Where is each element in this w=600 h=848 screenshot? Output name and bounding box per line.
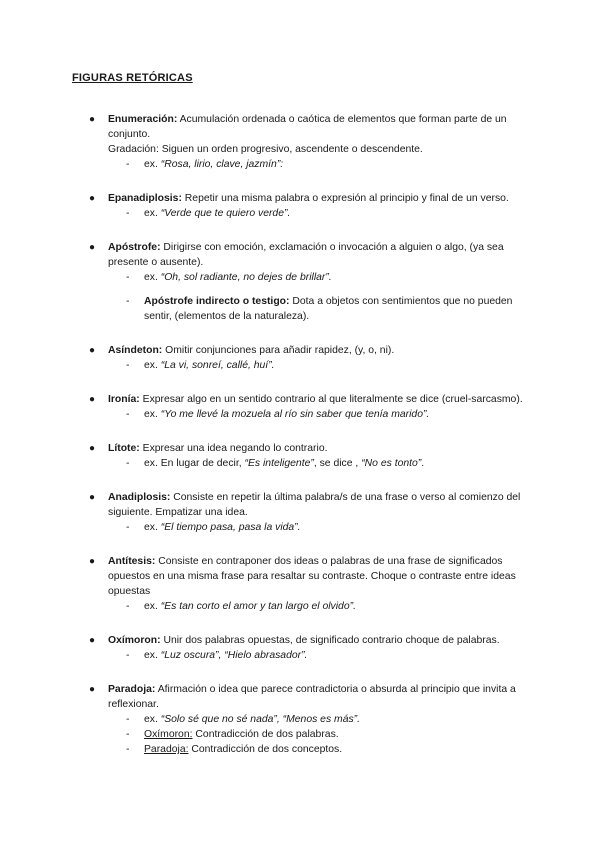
sub-term: Apóstrofe indirecto o testigo: <box>144 296 290 307</box>
example-prefix: ex. <box>144 409 158 420</box>
term: Apóstrofe: <box>108 242 161 253</box>
list-item-litote <box>0 441 600 471</box>
example-prefix: ex. <box>144 208 158 219</box>
bullet-icon: ● <box>89 492 96 503</box>
dash-icon: - <box>126 522 130 533</box>
example-prefix: ex. <box>144 601 158 612</box>
list-item-epanadiplosis <box>0 191 600 221</box>
term: Paradoja: <box>108 684 156 695</box>
figures-list <box>0 112 600 776</box>
dash-icon: - <box>126 744 130 755</box>
example-text: “Solo sé que no sé nada”, “Menos es más”. <box>160 714 361 725</box>
list-item-oximoron <box>0 633 600 663</box>
example-text: “Verde que te quiero verde”. <box>160 208 291 219</box>
term: Lítote: <box>108 443 140 454</box>
note-oximoron <box>108 727 524 742</box>
definition: Afirmación o idea que parece contradictoria o absurda al principio que invita a reflexionar. <box>108 684 516 710</box>
example <box>108 206 524 221</box>
bullet-icon: ● <box>89 684 96 695</box>
dash-icon: - <box>126 272 130 283</box>
example-prefix: ex. <box>144 272 158 283</box>
definition: Acumulación ordenada o caótica de elementos que forman parte de un conjunto. <box>108 114 507 140</box>
term: Ironía: <box>108 394 140 405</box>
dash-icon: - <box>126 729 130 740</box>
bullet-icon: ● <box>89 394 96 405</box>
term: Antítesis: <box>108 556 156 567</box>
example-prefix: ex. <box>144 714 158 725</box>
list-item-paradoja <box>0 682 600 757</box>
example-prefix: ex. <box>144 360 158 371</box>
example-text: “Yo me llevé la mozuela al río sin saber que tenía marido”. <box>160 409 430 420</box>
term: Asíndeton: <box>108 345 163 356</box>
list-item-apostrofe <box>0 240 600 324</box>
example-text-2: “No es tonto” <box>361 458 422 469</box>
example-mid: , se dice , <box>313 458 359 469</box>
dash-icon: - <box>126 409 130 420</box>
bullet-icon: ● <box>89 635 96 646</box>
list-item-enumeracion <box>0 112 600 172</box>
dash-icon: - <box>126 360 130 371</box>
term: Anadiplosis: <box>108 492 171 503</box>
dash-icon: - <box>126 296 130 307</box>
bullet-icon: ● <box>89 193 96 204</box>
example-prefix: ex. <box>144 159 158 170</box>
sub-definition <box>108 294 524 324</box>
term: Epanadiplosis: <box>108 193 182 204</box>
note-text: Contradicción de dos conceptos. <box>191 744 343 755</box>
example <box>108 599 524 614</box>
dash-icon: - <box>126 159 130 170</box>
definition: Unir dos palabras opuestas, de significado contrario choque de palabras. <box>163 635 500 646</box>
example-text: “Luz oscura”, “Hielo abrasador”. <box>160 650 308 661</box>
dash-icon: - <box>126 601 130 612</box>
example <box>108 712 524 727</box>
note-label: Paradoja: <box>144 744 189 755</box>
definition: Consiste en contraponer dos ideas o palabras de una frase de significados opuestos en una misma frase para resaltar su contraste. Choque o contraste entre ideas opuestas <box>108 556 516 597</box>
example-text: “Rosa, lirio, clave, jazmín”: <box>160 159 284 170</box>
example-end: . <box>421 458 425 469</box>
definition: Expresar una idea negando lo contrario. <box>142 443 328 454</box>
term: Oxímoron: <box>108 635 161 646</box>
list-item-ironia <box>0 392 600 422</box>
example <box>108 358 524 373</box>
example-prefix: ex. <box>144 522 158 533</box>
bullet-icon: ● <box>89 242 96 253</box>
term: Enumeración: <box>108 114 178 125</box>
example-prefix: ex. En lugar de decir, <box>144 458 242 469</box>
definition: Repetir una misma palabra o expresión al principio y final de un verso. <box>184 193 509 204</box>
example <box>108 157 524 172</box>
extra-note: Gradación: Siguen un orden progresivo, ascendente o descendente. <box>108 144 423 155</box>
definition: Consiste en repetir la última palabra/s de una frase o verso al comienzo del siguiente. Empatizar una idea. <box>108 492 521 518</box>
dash-icon: - <box>126 714 130 725</box>
example-text: “El tiempo pasa, pasa la vida”. <box>160 522 301 533</box>
definition: Omitir conjunciones para añadir rapidez, (y, o, ni). <box>165 345 395 356</box>
dash-icon: - <box>126 650 130 661</box>
bullet-icon: ● <box>89 443 96 454</box>
example-text: “La vi, sonreí, callé, huí”. <box>160 360 275 371</box>
note-text: Contradicción de dos palabras. <box>195 729 339 740</box>
note-label: Oxímoron: <box>144 729 193 740</box>
bullet-icon: ● <box>89 114 96 125</box>
sub-def: Dota a objetos con sentimientos que no pueden sentir, (elementos de la naturaleza). <box>144 296 513 322</box>
definition: Expresar algo en un sentido contrario al que literalmente se dice (cruel-sarcasmo). <box>142 394 523 405</box>
example <box>108 407 524 422</box>
bullet-icon: ● <box>89 345 96 356</box>
list-item-anadiplosis <box>0 490 600 535</box>
example-prefix: ex. <box>144 650 158 661</box>
list-item-antitesis <box>0 554 600 614</box>
example <box>108 520 524 535</box>
example-text: “Oh, sol radiante, no dejes de brillar”. <box>160 272 332 283</box>
dash-icon: - <box>126 208 130 219</box>
example-text: “Es tan corto el amor y tan largo el olvido”. <box>160 601 356 612</box>
bullet-icon: ● <box>89 556 96 567</box>
example <box>108 456 524 471</box>
list-item-asindeton <box>0 343 600 373</box>
dash-icon: - <box>126 458 130 469</box>
page-title: FIGURAS RETÓRICAS <box>72 72 193 84</box>
example <box>108 270 524 285</box>
example <box>108 648 524 663</box>
definition: Dirigirse con emoción, exclamación o invocación a alguien o algo, (ya sea presente o ausente). <box>108 242 504 268</box>
example-text: “Es inteligente” <box>244 458 314 469</box>
note-paradoja <box>108 742 524 757</box>
